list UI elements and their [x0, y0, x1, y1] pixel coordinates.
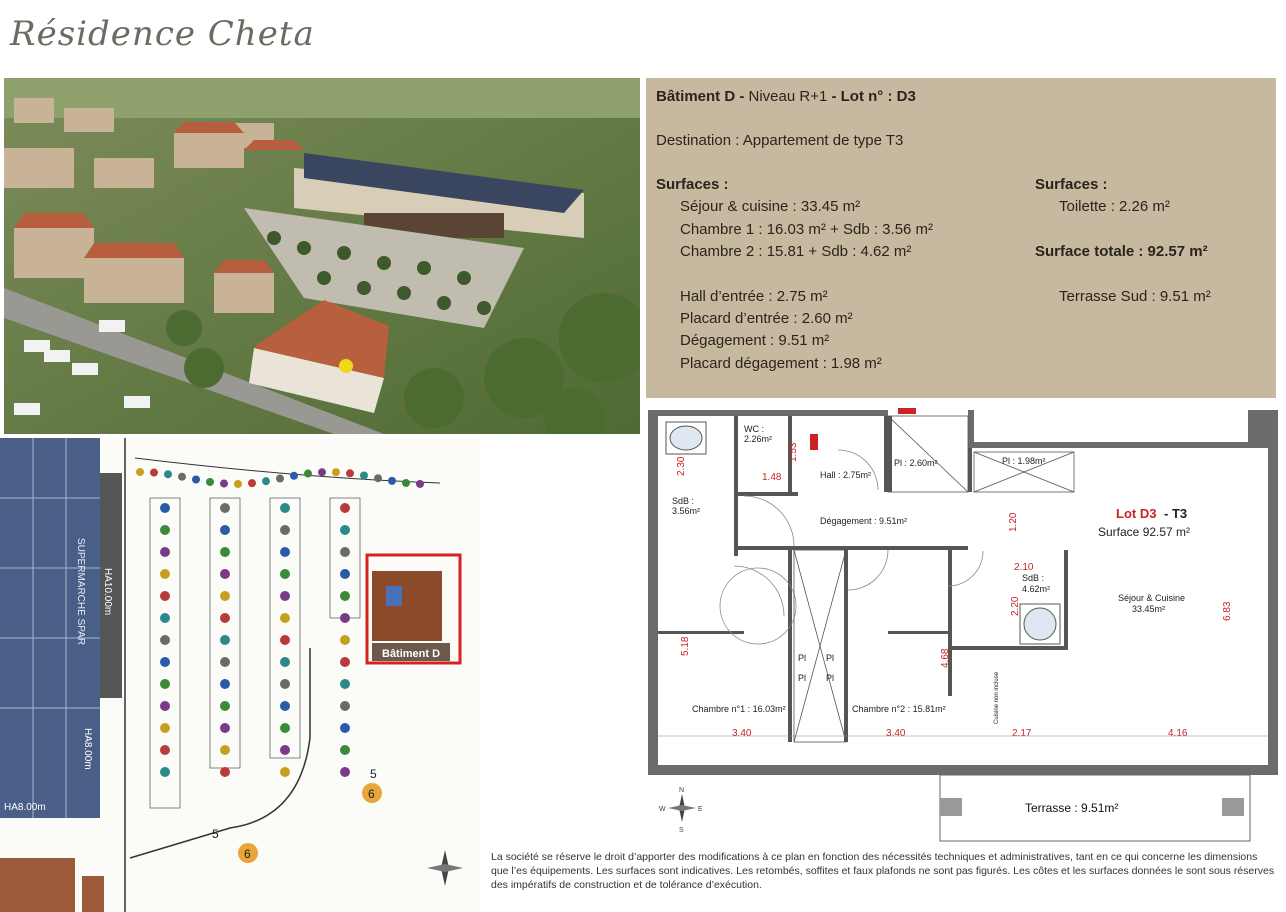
- dim-label: 1.48: [762, 472, 782, 483]
- tree-dot: [340, 723, 350, 733]
- tree-dot: [280, 767, 290, 777]
- tree-dot: [340, 547, 350, 557]
- tree-dot: [178, 473, 186, 481]
- tree-dot: [280, 723, 290, 733]
- tree-dot: [220, 701, 230, 711]
- tree-dot: [374, 474, 382, 482]
- tree-dot: [280, 503, 290, 513]
- surface-totale: Surface totale : 92.57 m²: [1035, 243, 1208, 260]
- dim-label: 2.10: [1014, 562, 1034, 573]
- tree-dot: [280, 547, 290, 557]
- hall-label: Hall : 2.75m²: [820, 470, 872, 480]
- page-title: Résidence Cheta: [10, 14, 315, 54]
- compass-n: N: [679, 787, 685, 794]
- tree-dot: [220, 745, 230, 755]
- dim-label: 1.53: [788, 442, 799, 462]
- tree-dot: [280, 525, 290, 535]
- ha-top-label: HA10.00m: [102, 568, 113, 616]
- tree-dot: [340, 613, 350, 623]
- tree-dot: [340, 591, 350, 601]
- niveau-label: Niveau R+1: [748, 88, 828, 105]
- circle-label: 5: [370, 767, 377, 781]
- surfaces-heading-right: Surfaces :: [1035, 176, 1108, 193]
- tree-dot: [220, 503, 230, 513]
- tree-dot: [160, 745, 170, 755]
- wc-label: WC :: [744, 424, 764, 434]
- terrasse-label: Terrasse : 9.51m²: [1025, 801, 1119, 815]
- tree-dot: [280, 613, 290, 623]
- compass-e: E: [698, 806, 703, 813]
- tree-dot: [332, 468, 340, 476]
- tree-dot: [164, 470, 172, 478]
- tree-dot: [160, 569, 170, 579]
- ha-left-label: HA8.00m: [4, 802, 46, 813]
- dim-label: 4.68: [940, 648, 951, 668]
- lot-info-panel: [646, 78, 1276, 398]
- tree-dot: [234, 480, 242, 488]
- cuisine-note: Cuisine non incluse: [994, 671, 1000, 724]
- pl-label: Pl: [826, 673, 835, 683]
- tree-dot: [160, 503, 170, 513]
- surface-degagement: Dégagement : 9.51 m²: [680, 332, 830, 349]
- lot-heading: [656, 88, 916, 105]
- tree-dot: [280, 745, 290, 755]
- sejour-area: 33.45m²: [1132, 604, 1166, 614]
- tree-dot: [220, 657, 230, 667]
- tree-dot: [160, 657, 170, 667]
- surface-toilette: Toilette : 2.26 m²: [1059, 198, 1170, 215]
- tree-dot: [340, 657, 350, 667]
- compass-w: W: [659, 806, 666, 813]
- tree-dot: [280, 701, 290, 711]
- tree-dot: [304, 470, 312, 478]
- surface-chambre1: Chambre 1 : 16.03 m² + Sdb : 3.56 m²: [680, 221, 934, 238]
- supermarche-label: SUPERMARCHE SPAR: [75, 538, 86, 646]
- circle-label: 5: [212, 827, 219, 841]
- surface-sejour: Séjour & cuisine : 33.45 m²: [680, 198, 861, 215]
- tree-dot: [248, 479, 256, 487]
- tree-dot: [416, 480, 424, 488]
- ha-bottom-label: HA8.00m: [82, 728, 93, 770]
- tree-dot: [220, 613, 230, 623]
- sdb2-label: SdB :: [1022, 573, 1045, 583]
- tree-dot: [160, 767, 170, 777]
- site-plan: [0, 438, 480, 912]
- circle-label: 6: [368, 787, 375, 801]
- batiment-d-label: Bâtiment D: [382, 648, 441, 660]
- tree-dot: [220, 635, 230, 645]
- dim-label: 2.17: [1012, 728, 1032, 739]
- tree-dot: [280, 635, 290, 645]
- aerial-render: [4, 78, 640, 434]
- tree-dot: [340, 701, 350, 711]
- degagement-label: Dégagement : 9.51m²: [820, 516, 908, 526]
- tree-dot: [160, 723, 170, 733]
- tree-dot: [192, 475, 200, 483]
- dim-label: 3.40: [732, 728, 752, 739]
- tree-dot: [160, 591, 170, 601]
- tree-dot: [220, 547, 230, 557]
- dim-label: 4.16: [1168, 728, 1188, 739]
- tree-dot: [388, 477, 396, 485]
- tree-dot: [160, 525, 170, 535]
- surface-hall: Hall d’entrée : 2.75 m²: [680, 288, 828, 305]
- wc-area: 2.26m²: [744, 434, 773, 444]
- tree-dot: [160, 679, 170, 689]
- chambre2-label: Chambre n°2 : 15.81m²: [852, 704, 946, 714]
- lot-label: - Lot n° : D3: [827, 88, 916, 105]
- lot-type: - T3: [1164, 506, 1188, 521]
- surface-terrasse: Terrasse Sud : 9.51 m²: [1059, 288, 1211, 305]
- tree-dot: [280, 657, 290, 667]
- lot-title: Lot D3: [1116, 506, 1157, 521]
- tree-dot: [340, 525, 350, 535]
- surface-placard-entree: Placard d’entrée : 2.60 m²: [680, 310, 853, 327]
- dim-label: 3.40: [886, 728, 906, 739]
- tree-dot: [136, 468, 144, 476]
- floor-plan: [648, 406, 1278, 846]
- tree-dot: [206, 478, 214, 486]
- pl-label: Pl: [798, 673, 807, 683]
- chambre1-label: Chambre n°1 : 16.03m²: [692, 704, 786, 714]
- tree-dot: [150, 469, 158, 477]
- sdb1-label: SdB :: [672, 496, 695, 506]
- surface-placard-degagement: Placard dégagement : 1.98 m²: [680, 355, 882, 372]
- tree-dot: [290, 472, 298, 480]
- tree-dot: [160, 701, 170, 711]
- tree-dot: [340, 767, 350, 777]
- tree-dot: [262, 477, 270, 485]
- surface-chambre2: Chambre 2 : 15.81 + Sdb : 4.62 m²: [680, 243, 912, 260]
- pl-label: Pl: [826, 653, 835, 663]
- surfaces-heading: Surfaces :: [656, 176, 729, 193]
- dim-label: 5.18: [680, 636, 691, 656]
- tree-dot: [160, 613, 170, 623]
- dim-label: 6.83: [1222, 601, 1233, 621]
- tree-dot: [220, 569, 230, 579]
- batiment-label: Bâtiment D -: [656, 88, 749, 105]
- tree-dot: [280, 569, 290, 579]
- sdb2-area: 4.62m²: [1022, 584, 1051, 594]
- pl-label: Pl: [798, 653, 807, 663]
- compass-s: S: [679, 827, 684, 834]
- sdb1-area: 3.56m²: [672, 506, 701, 516]
- tree-dot: [340, 745, 350, 755]
- tree-dot: [402, 479, 410, 487]
- tree-dot: [160, 547, 170, 557]
- pl2-label: Pl : 1.98m²: [1002, 456, 1046, 466]
- dim-label: 2.30: [676, 456, 687, 476]
- dim-label: 1.20: [1008, 512, 1019, 532]
- tree-dot: [340, 569, 350, 579]
- disclaimer: La société se réserve le droit d’apporter des modifications à ce plan en fonction des nécessités techniques et administratives, tant en ce qui concerne les dimensions que l’es équipements. Les surfaces sont indicatives. Les retombés, soffites et faux plafonds ne sont pas figurés. Les côtes et les surfaces données le sont sous réserves des impératifs de construction et de tolérance d’exécution.: [491, 851, 1275, 891]
- tree-dot: [346, 469, 354, 477]
- tree-dot: [280, 591, 290, 601]
- tree-dot: [340, 679, 350, 689]
- tree-dot: [340, 503, 350, 513]
- tree-dot: [318, 468, 326, 476]
- pl1-label: Pl : 2.60m²: [894, 458, 938, 468]
- tree-dot: [220, 679, 230, 689]
- dim-label: 2.20: [1010, 596, 1021, 616]
- tree-dot: [220, 525, 230, 535]
- tree-dot: [220, 723, 230, 733]
- tree-dot: [220, 767, 230, 777]
- lot-marker: [339, 359, 353, 373]
- tree-dot: [340, 635, 350, 645]
- tree-dot: [220, 480, 228, 488]
- tree-dot: [276, 475, 284, 483]
- tree-dot: [280, 679, 290, 689]
- circle-label: 6: [244, 847, 251, 861]
- destination: Destination : Appartement de type T3: [656, 132, 904, 149]
- lot-surface: Surface 92.57 m²: [1098, 525, 1191, 539]
- sejour-label: Séjour & Cuisine: [1118, 593, 1186, 603]
- tree-dot: [220, 591, 230, 601]
- tree-dot: [160, 635, 170, 645]
- tree-dot: [360, 471, 368, 479]
